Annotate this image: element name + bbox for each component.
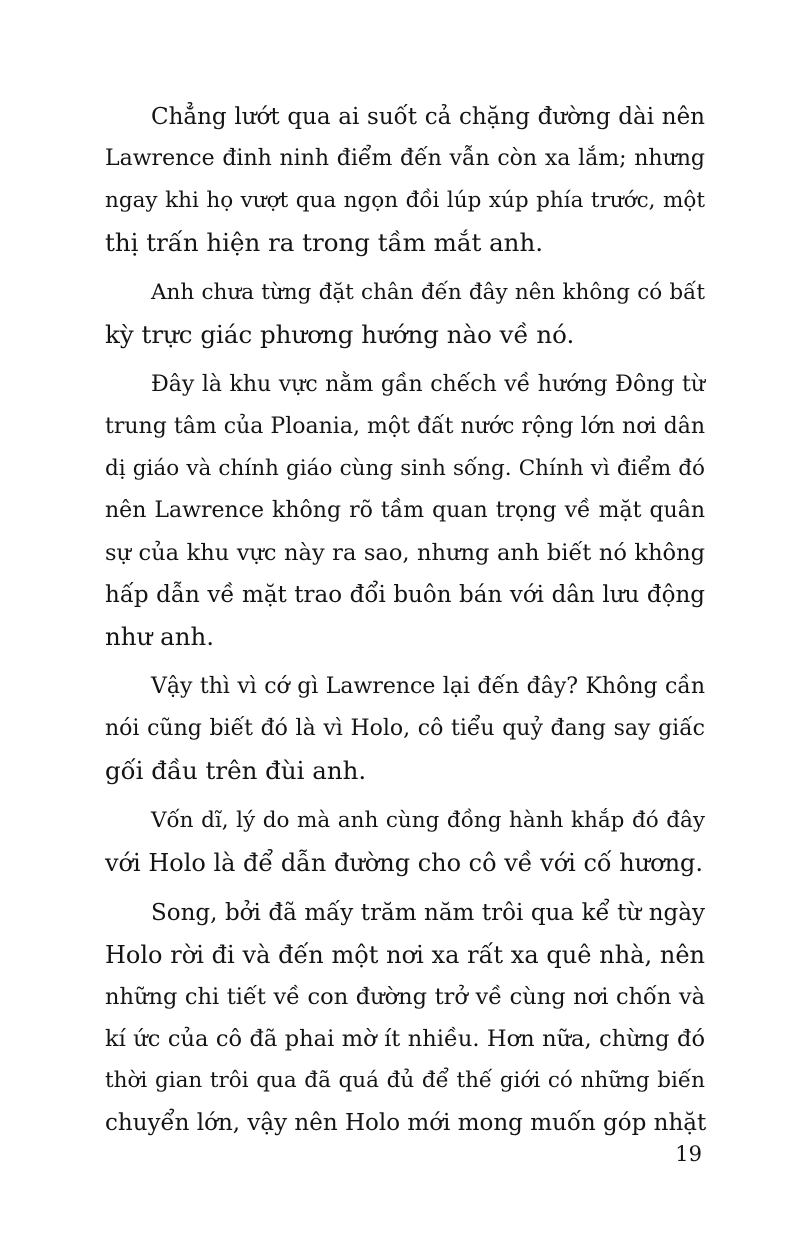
- text-line: Anh chưa từng đặt chân đến đây nên không có bất: [151, 280, 705, 305]
- text-line: chuyển lớn, vậy nên Holo mới mong muốn góp nhặt: [105, 1110, 707, 1136]
- text-line: Chẳng lướt qua ai suốt cả chặng đường dài nên: [151, 104, 705, 130]
- text-line: sự của khu vực này ra sao, nhưng anh biết nó không: [105, 540, 705, 566]
- paragraph-4: [105, 666, 705, 792]
- text-line: dị giáo và chính giáo cùng sinh sống. Chính vì điểm đó: [105, 456, 705, 481]
- text-line: trung tâm của Ploania, một đất nước rộng lớn nơi dân: [105, 414, 705, 439]
- text-line: Vốn dĩ, lý do mà anh cùng đồng hành khắp đó đây: [151, 808, 705, 833]
- paragraph-5: [105, 800, 705, 884]
- paragraph-3: [105, 364, 705, 658]
- paragraph-1: [105, 96, 705, 264]
- text-line: hấp dẫn về mặt trao đổi buôn bán với dân lưu động: [105, 582, 705, 608]
- text-line: kí ức của cô đã phai mờ ít nhiều. Hơn nữa, chừng đó: [105, 1026, 705, 1052]
- text-line: những chi tiết về con đường trở về cùng nơi chốn và: [105, 984, 705, 1010]
- paragraph-2: [105, 272, 705, 356]
- text-line: gối đầu trên đùi anh.: [105, 756, 367, 785]
- text-line: thị trấn hiện ra trong tầm mắt anh.: [105, 228, 544, 257]
- text-line: Song, bởi đã mấy trăm năm trôi qua kể từ ngày: [151, 900, 705, 926]
- text-line: Vậy thì vì cớ gì Lawrence lại đến đây? Không cần: [151, 674, 705, 699]
- text-line: ngay khi họ vượt qua ngọn đồi lúp xúp phía trước, một: [105, 188, 705, 213]
- text-line: với Holo là để dẫn đường cho cô về với cố hương.: [105, 849, 704, 877]
- page-number: 19: [675, 1142, 702, 1166]
- text-line: nói cũng biết đó là vì Holo, cô tiểu quỷ đang say giấc: [105, 716, 705, 741]
- paragraph-6: [105, 892, 705, 1144]
- text-line: nên Lawrence không rõ tầm quan trọng về mặt quân: [105, 498, 705, 523]
- text-line: như anh.: [105, 622, 215, 651]
- text-line: Đây là khu vực nằm gần chếch về hướng Đông từ: [151, 372, 705, 397]
- text-line: Lawrence đinh ninh điểm đến vẫn còn xa lắm; nhưng: [105, 146, 705, 171]
- body-text: [105, 96, 705, 1152]
- text-line: thời gian trôi qua đã quá đủ để thế giới có những biến: [105, 1068, 705, 1093]
- text-line: kỳ trực giác phương hướng nào về nó.: [105, 320, 575, 349]
- text-line: Holo rời đi và đến một nơi xa rất xa quê nhà, nên: [105, 941, 705, 969]
